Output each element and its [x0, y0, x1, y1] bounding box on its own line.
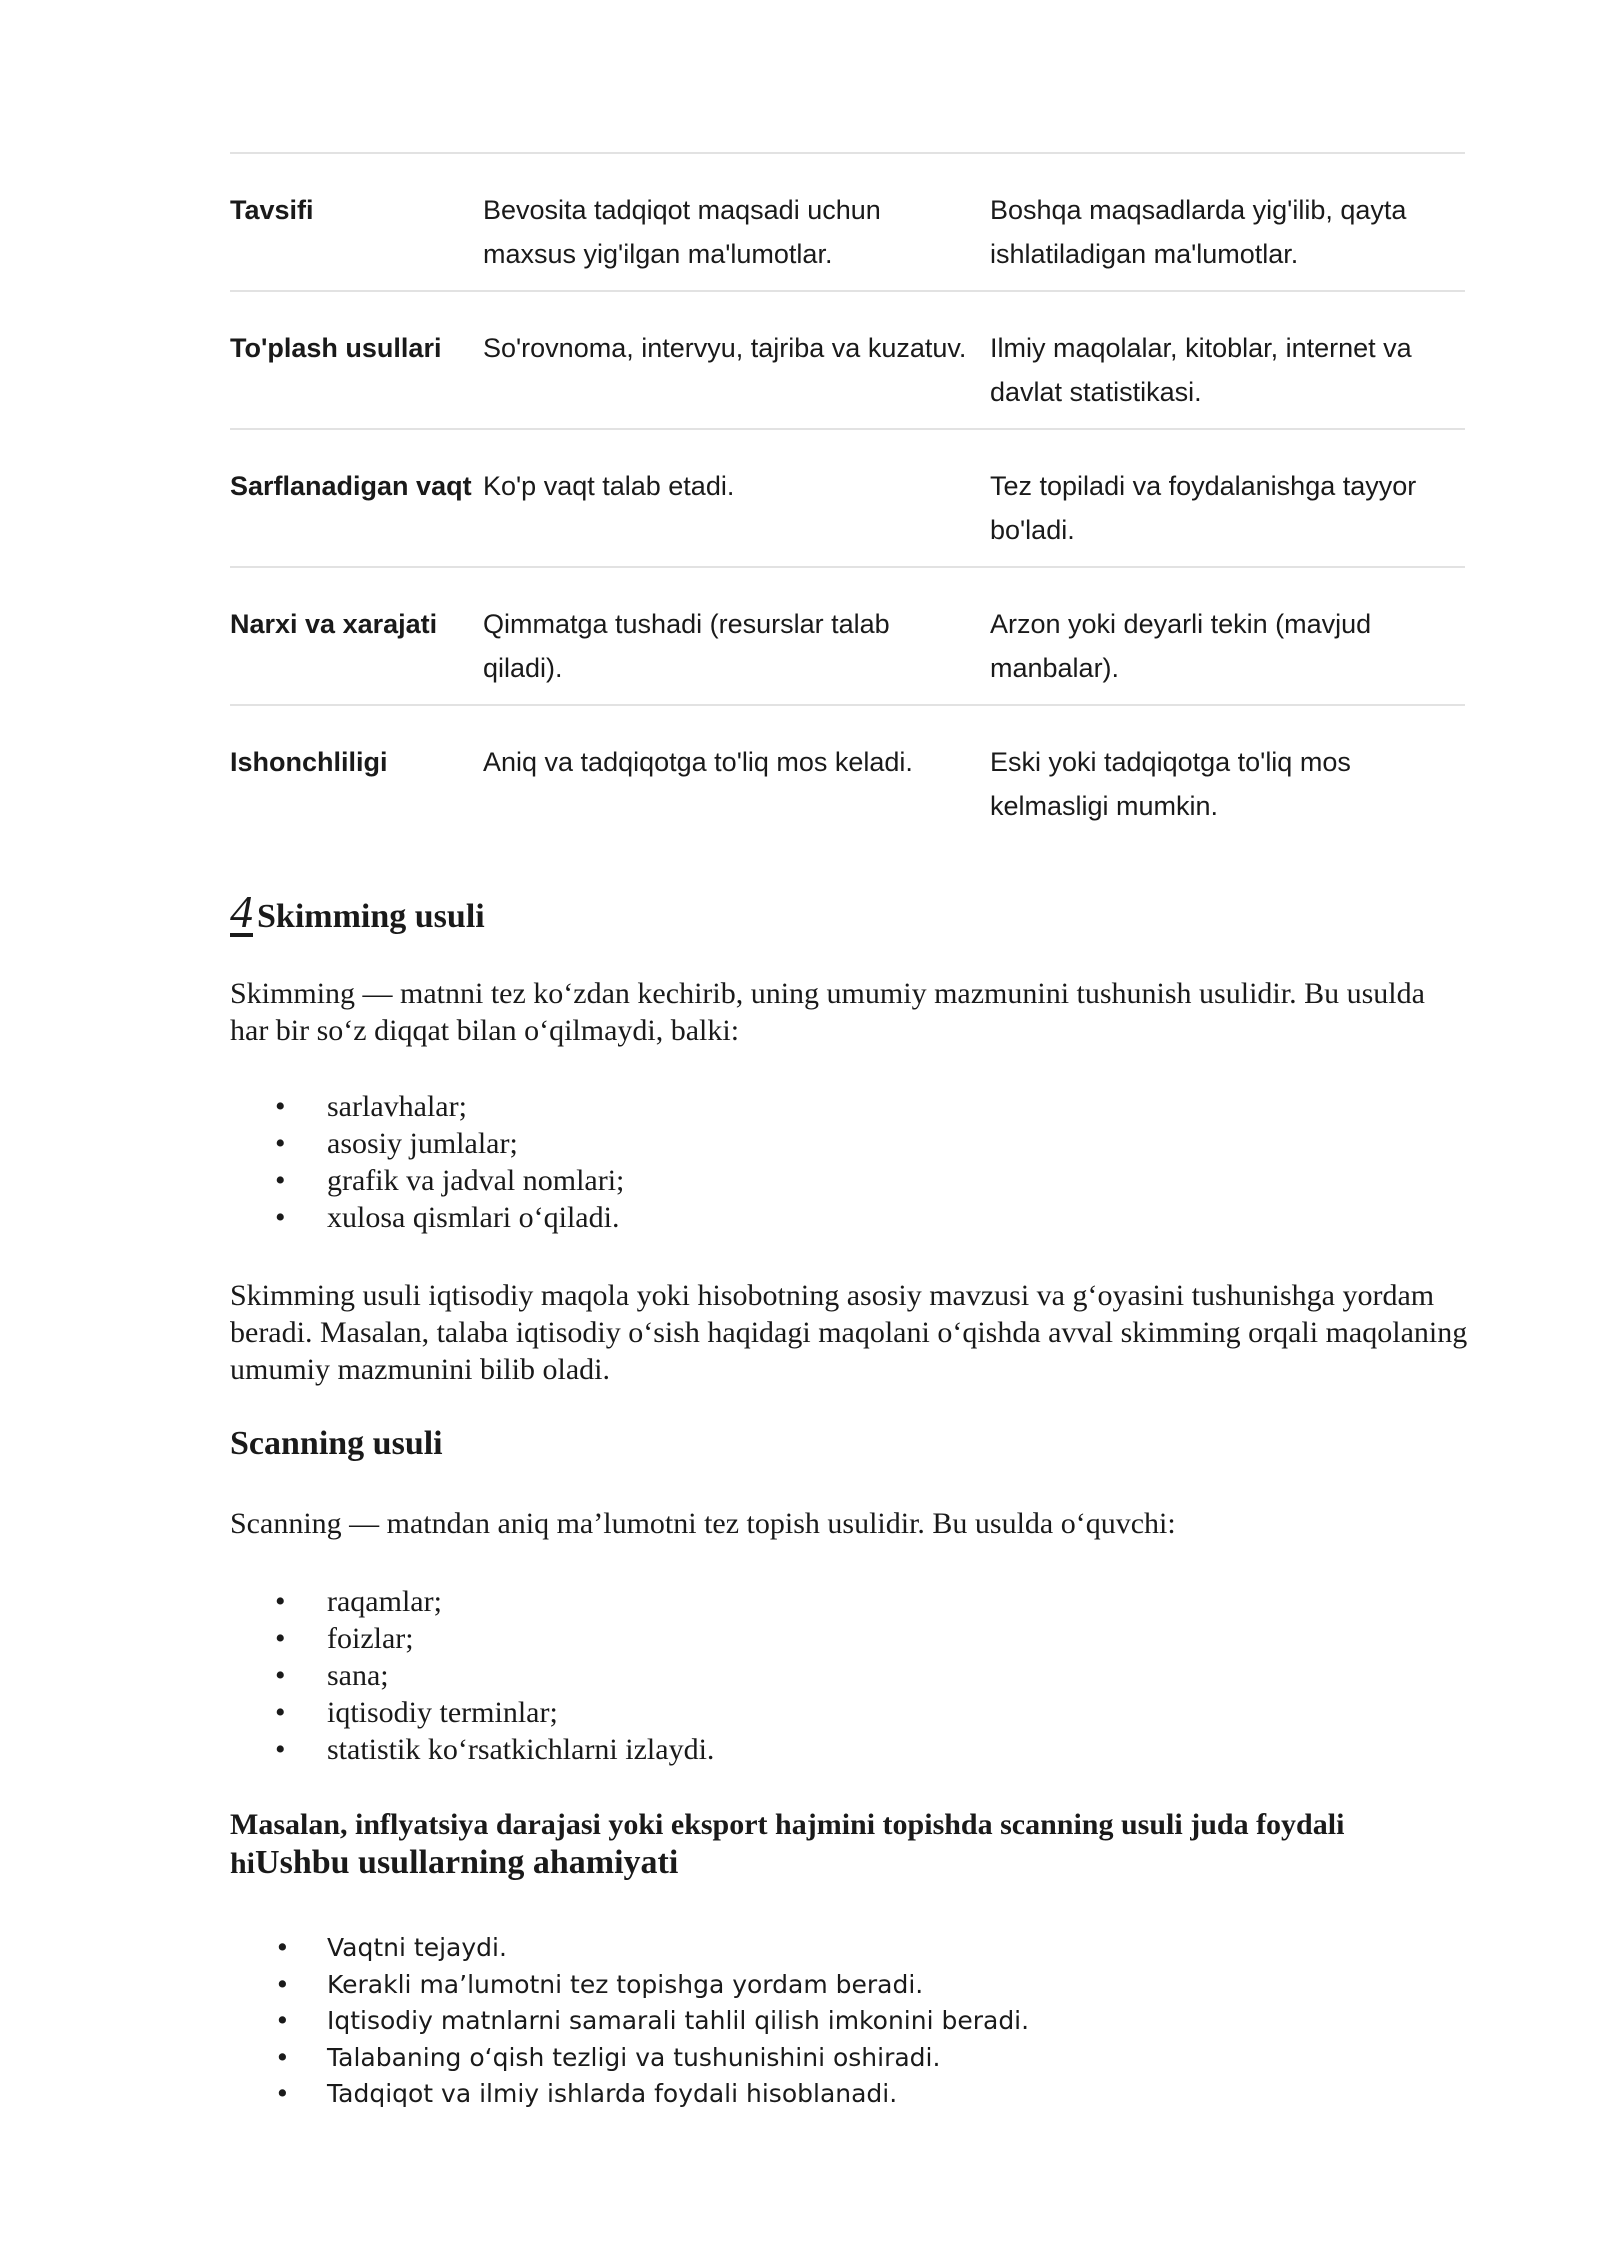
list-item-text: sarlavhalar;	[327, 1090, 467, 1123]
primary-data-cell: Bevosita tadqiqot maqsadi uchun maxsus yig'ilgan ma'lumotlar.	[483, 195, 881, 269]
table-row	[230, 706, 1465, 844]
skimming-intro: Skimming — matnni tez ko‘zdan kechirib, uning umumiy mazmunini tushunish usulidir. Bu usulda har bir so‘z diqqat bilan o‘qilmaydi, balki:	[230, 977, 1425, 1047]
bullet-icon: •	[275, 1659, 286, 1692]
table-row	[230, 292, 1465, 430]
list-item	[275, 1731, 714, 1768]
bullet-icon: •	[275, 1969, 290, 1999]
table-row	[230, 430, 1465, 568]
list-item-text: asosiy jumlalar;	[327, 1127, 518, 1160]
scanning-heading: Scanning usuli	[230, 1425, 443, 1462]
list-item	[275, 1162, 624, 1199]
row-label: Tavsifi	[230, 195, 314, 225]
list-item	[275, 2076, 1029, 2113]
list-item	[275, 1088, 624, 1125]
scanning-list	[275, 1583, 714, 1768]
list-item-text: iqtisodiy terminlar;	[327, 1696, 558, 1729]
list-item-text: xulosa qismlari o‘qiladi.	[327, 1201, 620, 1234]
bullet-icon: •	[275, 1164, 286, 1197]
table-row	[230, 154, 1465, 292]
row-label: Sarflanadigan vaqt	[230, 471, 472, 501]
secondary-data-cell: Tez topiladi va foydalanishga tayyor bo'ladi.	[990, 471, 1417, 545]
row-label: Narxi va xarajati	[230, 609, 438, 639]
list-item-text: Iqtisodiy matnlarni samarali tahlil qilish imkonini beradi.	[327, 2006, 1030, 2035]
list-item-text: Vaqtni tejaydi.	[327, 1933, 507, 1962]
list-item-text: Kerakli ma’lumotni tez topishga yordam beradi.	[327, 1969, 924, 1999]
list-item	[275, 1694, 714, 1731]
list-item	[275, 2040, 1029, 2077]
scanning-intro: Scanning — matndan aniq ma’lumotni tez topish usulidir. Bu usulda o‘quvchi:	[230, 1507, 1176, 1540]
skimming-paragraph: Skimming usuli iqtisodiy maqola yoki hisobotning asosiy mavzusi va g‘oyasini tushunishga yordam beradi. Masalan, talaba iqtisodiy o‘sish haqidagi maqolani o‘qishda avval skimming orqali maqolaning umumiy mazmunini bilib oladi.	[230, 1279, 1468, 1386]
bullet-icon: •	[275, 2042, 290, 2072]
skimming-heading	[230, 885, 485, 938]
primary-data-cell: Ko'p vaqt talab etadi.	[483, 471, 735, 501]
row-label: Ishonchliligi	[230, 747, 388, 777]
scanning-example: Masalan, inflyatsiya darajasi yoki eksport hajmini topishda scanning usuli juda foydali	[230, 1808, 1345, 1841]
bullet-icon: •	[275, 1933, 290, 1962]
comparison-table	[230, 152, 1465, 844]
list-item	[275, 2003, 1029, 2040]
primary-data-cell: So'rovnoma, intervyu, tajriba va kuzatuv.	[483, 333, 967, 363]
list-item-text: Tadqiqot va ilmiy ishlarda foydali hisoblanadi.	[327, 2079, 898, 2108]
primary-data-cell: Aniq va tadqiqotga to'liq mos keladi.	[483, 747, 913, 777]
bullet-icon: •	[275, 1090, 286, 1123]
list-item-text: grafik va jadval nomlari;	[327, 1164, 625, 1197]
list-item	[275, 1199, 624, 1236]
bullet-icon: •	[275, 1622, 286, 1655]
list-item	[275, 1583, 714, 1620]
importance-heading-line	[230, 1843, 678, 1889]
list-item	[275, 1125, 624, 1162]
row-label: To'plash usullari	[230, 333, 442, 363]
list-item	[275, 1967, 1029, 2004]
secondary-data-cell: Eski yoki tadqiqotga to'liq mos kelmasligi mumkin.	[990, 747, 1351, 821]
list-item-text: sana;	[327, 1659, 389, 1692]
bullet-icon: •	[275, 1127, 286, 1160]
skimming-list	[275, 1088, 624, 1236]
bullet-icon: •	[275, 1201, 286, 1234]
list-item	[275, 1657, 714, 1694]
bullet-icon: •	[275, 1733, 286, 1766]
importance-list	[275, 1930, 1029, 2113]
bullet-icon: •	[275, 2006, 290, 2035]
secondary-data-cell: Arzon yoki deyarli tekin (mavjud manbalar).	[990, 609, 1372, 683]
list-item-text: foizlar;	[327, 1622, 414, 1655]
table-row	[230, 568, 1465, 706]
bullet-icon: •	[275, 1585, 286, 1618]
example-tail: hi	[230, 1847, 256, 1880]
list-item-text: Talabaning o‘qish tezligi va tushunishini oshiradi.	[327, 2042, 941, 2072]
list-item	[275, 1620, 714, 1657]
bullet-icon: •	[275, 1696, 286, 1729]
primary-data-cell: Qimmatga tushadi (resurslar talab qiladi).	[483, 609, 890, 683]
secondary-data-cell: Boshqa maqsadlarda yig'ilib, qayta ishlatiladigan ma'lumotlar.	[990, 195, 1407, 269]
secondary-data-cell: Ilmiy maqolalar, kitoblar, internet va davlat statistikasi.	[990, 333, 1412, 407]
list-item-text: statistik ko‘rsatkichlarni izlaydi.	[327, 1733, 715, 1766]
list-item-text: raqamlar;	[327, 1585, 442, 1618]
section-number: 4	[230, 886, 253, 937]
bullet-icon: •	[275, 2079, 290, 2108]
list-item	[275, 1930, 1029, 1967]
importance-heading: Ushbu usullarning ahamiyati	[255, 1844, 679, 1881]
skimming-heading-text: Skimming usuli	[257, 898, 485, 935]
